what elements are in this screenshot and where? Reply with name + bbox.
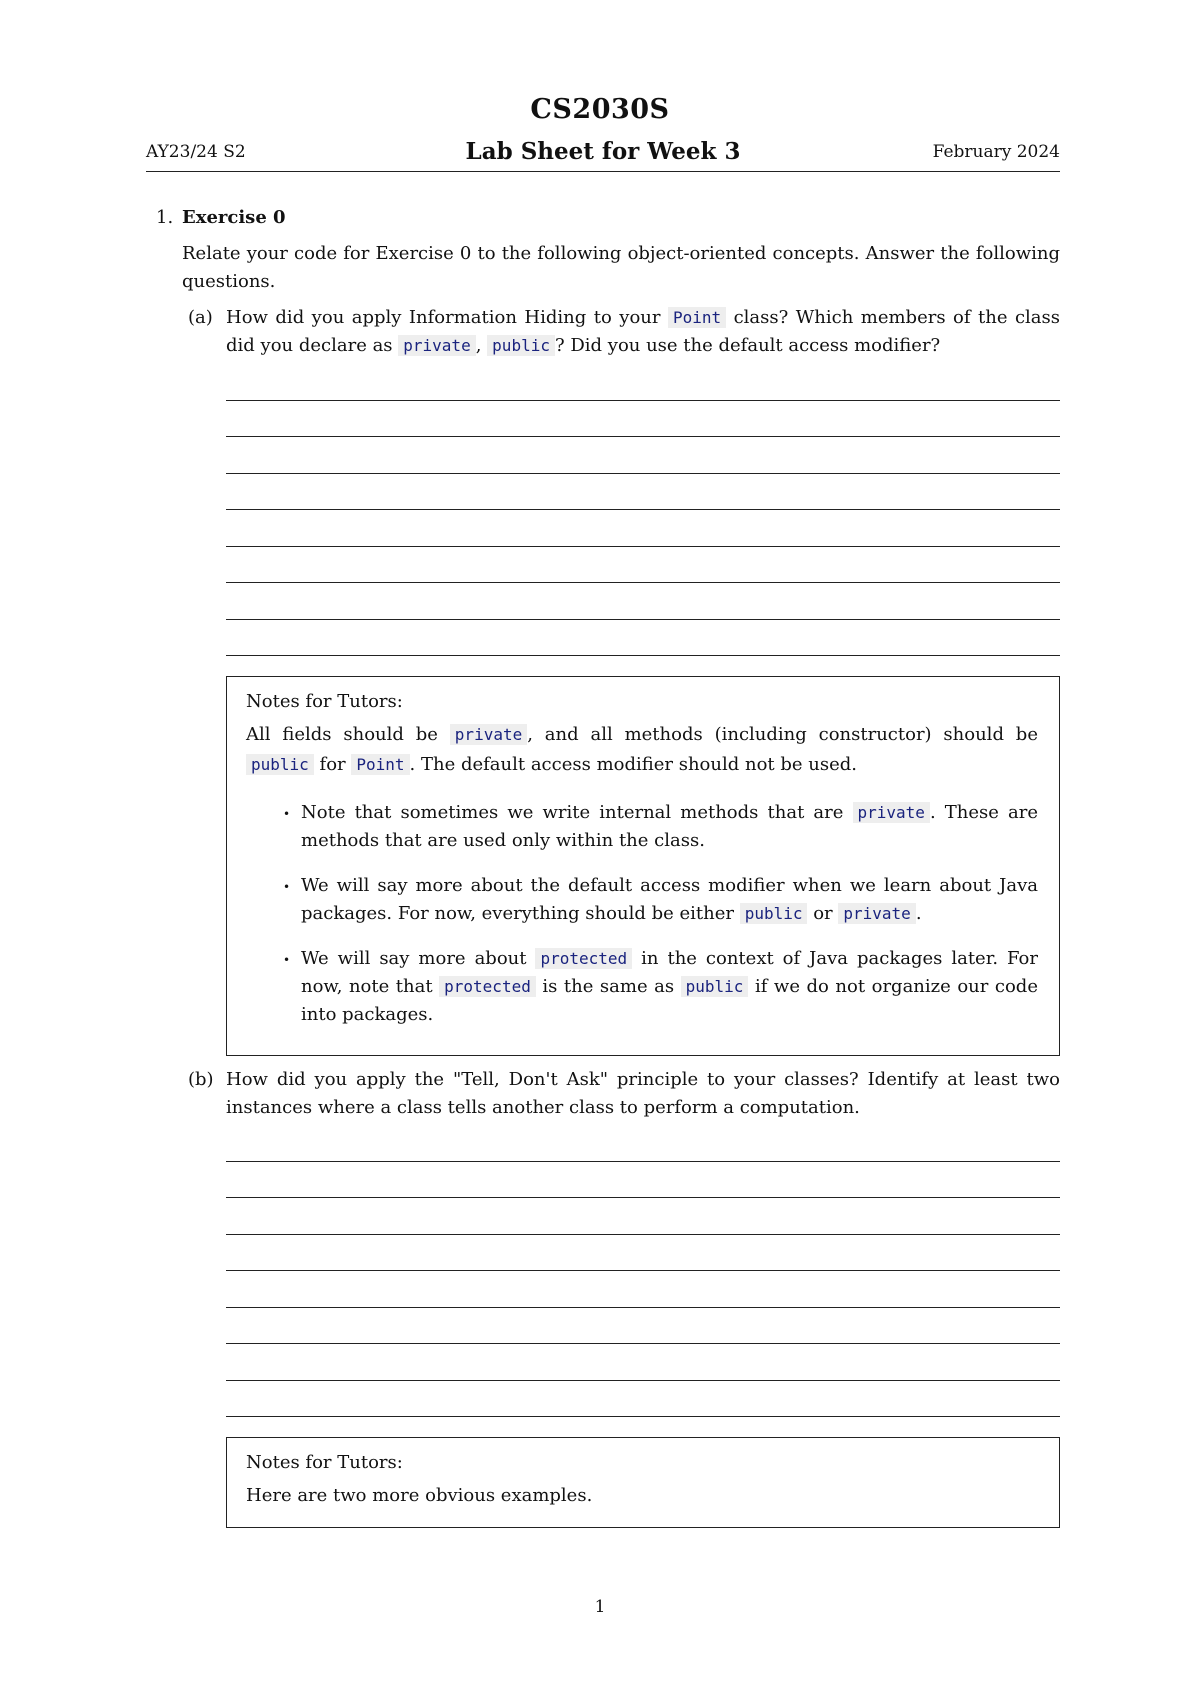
code-public: public [681,976,749,997]
code-point: Point [351,754,409,775]
code-private: private [398,335,475,356]
tutor-notes-box [226,676,1060,1056]
answer-line[interactable] [226,1416,1060,1417]
code-private: private [838,903,915,924]
date-label: February 2024 [932,142,1060,162]
term-label: AY23/24 S2 [146,142,246,162]
code-point: Point [668,307,726,328]
code-protected: protected [535,948,632,969]
answer-line[interactable] [226,655,1060,656]
answer-line[interactable] [226,1307,1060,1308]
answer-line[interactable] [226,1380,1060,1381]
notes-title: Notes for Tutors: [246,1452,403,1473]
sheet-title: Lab Sheet for Week 3 [465,138,741,165]
notes-bullet: We will say more about the default access modifier when we learn about Java packages. For now, everything should be either public or private . [301,875,1038,924]
answer-line[interactable] [226,546,1060,547]
course-code: CS2030S [530,94,670,125]
code-private: private [853,802,930,823]
code-public: public [740,903,808,924]
answer-line[interactable] [226,473,1060,474]
question-intro: Relate your code for Exercise 0 to the following object-oriented concepts. Answer the following questions. [182,243,1060,292]
page-number: 1 [594,1597,606,1617]
answer-line[interactable] [226,436,1060,437]
bullet-marker: • [283,807,291,821]
code-protected: protected [439,976,536,997]
answer-line[interactable] [226,582,1060,583]
answer-line[interactable] [226,400,1060,401]
answer-line[interactable] [226,1197,1060,1198]
code-public: public [246,754,314,775]
header-rule [146,171,1060,172]
bullet-marker: • [283,880,291,894]
notes-paragraph: All fields should be private , and all methods (including constructor) should be public for Point . The default access modifier should not be used. [246,724,1038,775]
code-public: public [487,335,555,356]
answer-line[interactable] [226,1343,1060,1344]
notes-text: Here are two more obvious examples. [246,1485,593,1506]
notes-bullet: We will say more about protected in the context of Java packages later. For now, note that protected is the same as public if we do not organize our code into packages. [301,948,1038,1025]
answer-line[interactable] [226,1161,1060,1162]
question-number: 1. [156,207,174,228]
part-a-label: (a) [188,307,213,328]
part-a-question: How did you apply Information Hiding to your Point class? Which members of the class did you declare as private , public ? Did you use the default access modifier? [226,307,1060,356]
notes-title: Notes for Tutors: [246,691,403,712]
answer-line[interactable] [226,509,1060,510]
bullet-marker: • [283,953,291,967]
tutor-notes-box [226,1437,1060,1528]
part-b-question: How did you apply the "Tell, Don't Ask" principle to your classes? Identify at least two instances where a class tells another class to perform a computation. [226,1069,1060,1118]
part-b-label: (b) [188,1069,214,1090]
answer-line[interactable] [226,1270,1060,1271]
answer-line[interactable] [226,619,1060,620]
notes-bullet: Note that sometimes we write internal methods that are private . These are methods that are used only within the class. [301,802,1038,851]
answer-line[interactable] [226,1234,1060,1235]
code-private: private [450,724,527,745]
header-row [146,138,1060,168]
question-title: Exercise 0 [182,207,286,228]
